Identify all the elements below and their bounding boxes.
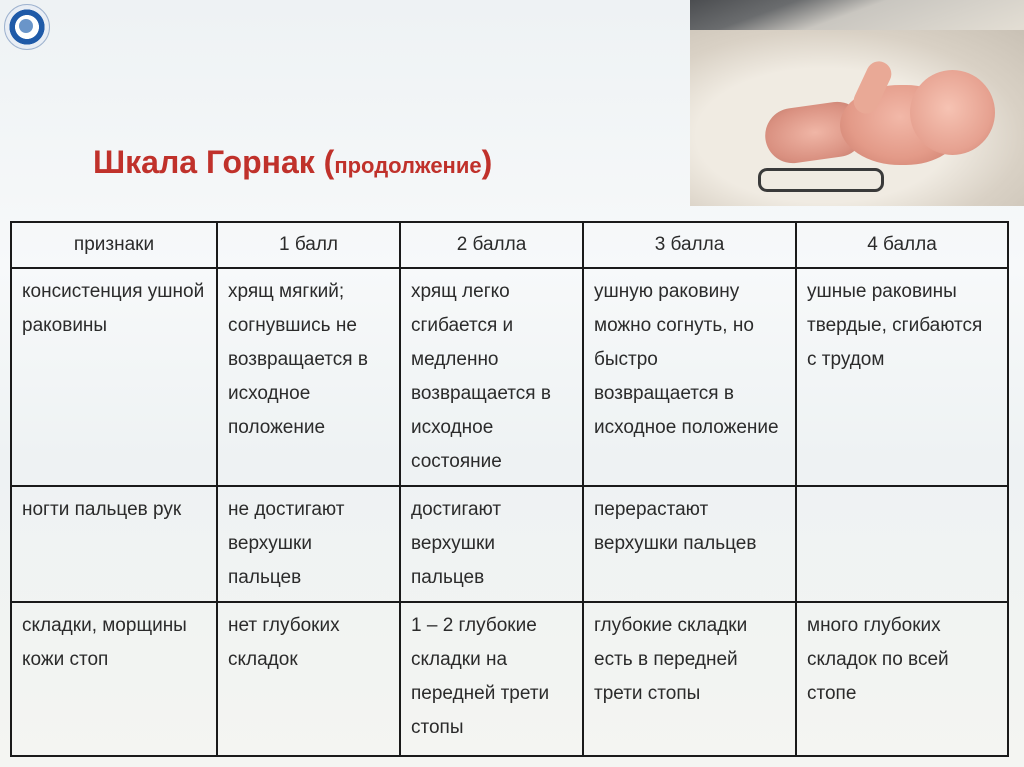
scale-table <box>10 221 1009 757</box>
table-cell: хрящ легко сгибается и медленно возвращается в исходное состояние <box>400 268 583 486</box>
table-row <box>11 486 1008 602</box>
header-cell: 4 балла <box>796 222 1008 268</box>
header-cell: 1 балл <box>217 222 400 268</box>
newborn-photo <box>690 0 1024 206</box>
table-header-row <box>11 222 1008 268</box>
table-cell <box>796 486 1008 602</box>
page-subtitle: продолжение <box>334 153 482 178</box>
logo <box>4 4 50 50</box>
table-cell: достигают верхушки пальцев <box>400 486 583 602</box>
table-cell: консистенция ушной раковины <box>11 268 217 486</box>
table-cell: нет глубоких складок <box>217 602 400 756</box>
header-cell: признаки <box>11 222 217 268</box>
table-cell: глубокие складки есть в передней трети стопы <box>583 602 796 756</box>
table-cell: перерастают верхушки пальцев <box>583 486 796 602</box>
table-cell: 1 – 2 глубокие складки на передней трети стопы <box>400 602 583 756</box>
table-cell: ушную раковину можно согнуть, но быстро возвращается в исходное положение <box>583 268 796 486</box>
header-cell: 3 балла <box>583 222 796 268</box>
header-cell: 2 балла <box>400 222 583 268</box>
table-cell: ногти пальцев рук <box>11 486 217 602</box>
table-row <box>11 602 1008 756</box>
page-title: Шкала Горнак (продолжение) <box>93 144 493 180</box>
table-cell: хрящ мягкий; согнувшись не возвращается в исходное положение <box>217 268 400 486</box>
table-row <box>11 268 1008 486</box>
table-cell: не достигают верхушки пальцев <box>217 486 400 602</box>
table-cell: много глубоких складок по всей стопе <box>796 602 1008 756</box>
table-cell: ушные раковины твердые, сгибаются с трудом <box>796 268 1008 486</box>
table-cell: складки, морщины кожи стоп <box>11 602 217 756</box>
